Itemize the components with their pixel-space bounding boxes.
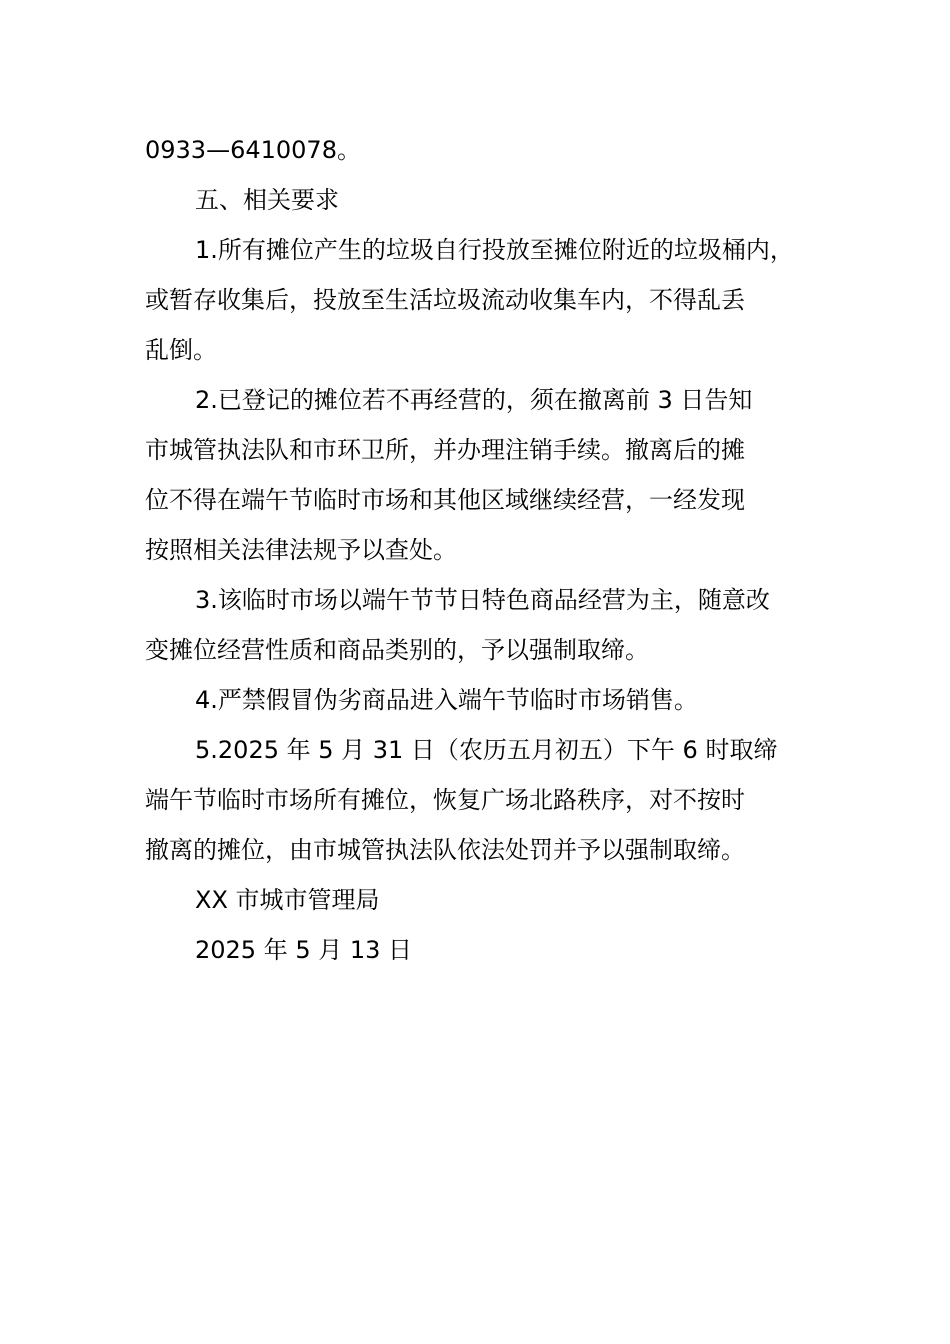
requirement-5-line-2: 端午节临时市场所有摊位，恢复广场北路秩序，对不按时 [145, 786, 745, 814]
requirement-2-line-3: 位不得在端午节临时市场和其他区域继续经营，一经发现 [145, 486, 745, 514]
phone-number-line: 0933—6410078。 [145, 136, 361, 164]
requirement-3-line-2: 变摊位经营性质和商品类别的，予以强制取缔。 [145, 636, 649, 664]
requirement-1-line-3: 乱倒。 [145, 336, 217, 364]
requirement-3-line-1: 3.该临时市场以端午节节日特色商品经营为主，随意改 [195, 586, 770, 614]
section-heading: 五、相关要求 [195, 186, 339, 214]
issuer-name: XX 市城市管理局 [195, 886, 380, 914]
requirement-5-line-1: 5.2025 年 5 月 31 日（农历五月初五）下午 6 时取缔 [195, 736, 778, 764]
requirement-1-line-2: 或暂存收集后，投放至生活垃圾流动收集车内，不得乱丢 [145, 286, 745, 314]
requirement-4-line-1: 4.严禁假冒伪劣商品进入端午节临时市场销售。 [195, 686, 698, 714]
issue-date: 2025 年 5 月 13 日 [195, 936, 413, 964]
requirement-2-line-2: 市城管执法队和市环卫所，并办理注销手续。撤离后的摊 [145, 436, 745, 464]
document-body [145, 125, 825, 975]
requirement-1-line-1: 1.所有摊位产生的垃圾自行投放至摊位附近的垃圾桶内， [195, 236, 794, 264]
requirement-2-line-1: 2.已登记的摊位若不再经营的，须在撤离前 3 日告知 [195, 386, 753, 414]
requirement-5-line-3: 撤离的摊位，由市城管执法队依法处罚并予以强制取缔。 [145, 836, 745, 864]
requirement-2-line-4: 按照相关法律法规予以查处。 [145, 536, 457, 564]
